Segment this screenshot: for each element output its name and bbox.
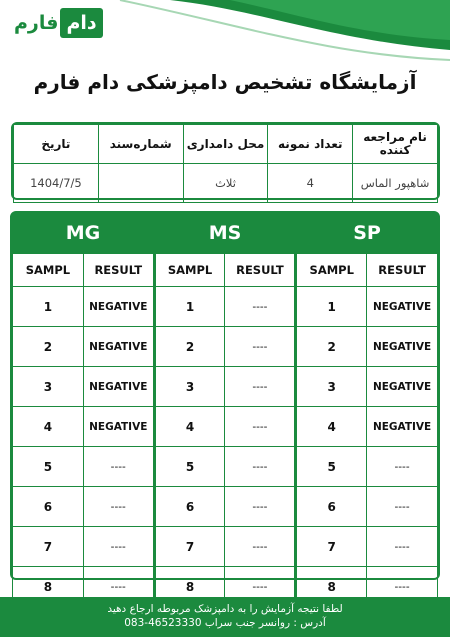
info-header-count: تعداد نمونه bbox=[268, 125, 353, 164]
info-value-doc bbox=[98, 164, 183, 203]
sample-number: 4 bbox=[296, 407, 367, 447]
col-result: RESULT bbox=[367, 254, 438, 287]
result-sp: ---- bbox=[367, 567, 438, 607]
result-sp: NEGATIVE bbox=[367, 327, 438, 367]
result-mg: NEGATIVE bbox=[83, 287, 154, 327]
col-result: RESULT bbox=[225, 254, 296, 287]
sample-number: 5 bbox=[154, 447, 225, 487]
result-mg: NEGATIVE bbox=[83, 407, 154, 447]
info-header-farm: محل دامداری bbox=[183, 125, 268, 164]
sample-number: 2 bbox=[296, 327, 367, 367]
sample-number: 6 bbox=[296, 487, 367, 527]
group-sp: SP bbox=[353, 222, 381, 244]
result-mg: ---- bbox=[83, 567, 154, 607]
info-value-count: 4 bbox=[268, 164, 353, 203]
table-row bbox=[13, 327, 438, 367]
sample-number: 8 bbox=[296, 567, 367, 607]
result-mg: ---- bbox=[83, 527, 154, 567]
footer bbox=[0, 597, 450, 637]
results-grid bbox=[12, 253, 438, 607]
result-mg: ---- bbox=[83, 447, 154, 487]
table-row bbox=[13, 447, 438, 487]
sample-number: 1 bbox=[13, 287, 84, 327]
sample-number: 6 bbox=[154, 487, 225, 527]
sample-number: 7 bbox=[154, 527, 225, 567]
info-header-name: نام مراجعه کننده bbox=[353, 125, 438, 164]
result-sp: NEGATIVE bbox=[367, 407, 438, 447]
sample-number: 1 bbox=[154, 287, 225, 327]
results-group-header bbox=[12, 213, 438, 253]
result-sp: NEGATIVE bbox=[367, 287, 438, 327]
sample-number: 5 bbox=[296, 447, 367, 487]
result-ms: ---- bbox=[225, 487, 296, 527]
sample-number: 2 bbox=[13, 327, 84, 367]
result-sp: ---- bbox=[367, 487, 438, 527]
page-title: آزمایشگاه تشخیص دامپزشکی دام فارم bbox=[33, 70, 417, 94]
col-sample: SAMPL bbox=[13, 254, 84, 287]
info-value-name: شاهپور الماس bbox=[353, 164, 438, 203]
result-ms: ---- bbox=[225, 287, 296, 327]
result-sp: ---- bbox=[367, 527, 438, 567]
result-sp: NEGATIVE bbox=[367, 367, 438, 407]
result-ms: ---- bbox=[225, 527, 296, 567]
logo-text: فارم bbox=[14, 12, 59, 34]
sample-number: 5 bbox=[13, 447, 84, 487]
footer-address: آدرس : روانسر جنب سراب 46523330-083 bbox=[124, 617, 326, 629]
result-mg: NEGATIVE bbox=[83, 367, 154, 407]
table-row bbox=[13, 407, 438, 447]
results-table bbox=[10, 211, 440, 594]
result-mg: NEGATIVE bbox=[83, 327, 154, 367]
col-sample: SAMPL bbox=[154, 254, 225, 287]
col-result: RESULT bbox=[83, 254, 154, 287]
group-ms: MS bbox=[208, 222, 242, 244]
table-row bbox=[13, 287, 438, 327]
info-header-date: تاریخ bbox=[14, 125, 99, 164]
sample-number: 6 bbox=[13, 487, 84, 527]
col-sample: SAMPL bbox=[296, 254, 367, 287]
info-value-date: 1404/7/5 bbox=[14, 164, 99, 203]
info-table bbox=[11, 122, 440, 200]
result-ms: ---- bbox=[225, 447, 296, 487]
group-mg: MG bbox=[65, 222, 101, 244]
sample-number: 2 bbox=[154, 327, 225, 367]
sample-number: 8 bbox=[154, 567, 225, 607]
sample-number: 3 bbox=[13, 367, 84, 407]
result-mg: ---- bbox=[83, 487, 154, 527]
table-row bbox=[13, 367, 438, 407]
result-ms: ---- bbox=[225, 367, 296, 407]
footer-note: لطفا نتیجه آزمایش را به دامپزشک مربوطه ارجاع دهید bbox=[107, 603, 343, 615]
results-column-header bbox=[13, 254, 438, 287]
sample-number: 8 bbox=[13, 567, 84, 607]
logo-box: دام bbox=[60, 8, 102, 38]
result-ms: ---- bbox=[225, 567, 296, 607]
brand-logo bbox=[12, 8, 103, 38]
info-value-farm: ثلاث bbox=[183, 164, 268, 203]
sample-number: 7 bbox=[296, 527, 367, 567]
sample-number: 3 bbox=[296, 367, 367, 407]
sample-number: 4 bbox=[154, 407, 225, 447]
result-sp: ---- bbox=[367, 447, 438, 487]
sample-number: 7 bbox=[13, 527, 84, 567]
table-row bbox=[13, 527, 438, 567]
sample-number: 3 bbox=[154, 367, 225, 407]
result-ms: ---- bbox=[225, 327, 296, 367]
sample-number: 1 bbox=[296, 287, 367, 327]
table-row bbox=[13, 487, 438, 527]
result-ms: ---- bbox=[225, 407, 296, 447]
sample-number: 4 bbox=[13, 407, 84, 447]
info-header-doc: شماره‌سند bbox=[98, 125, 183, 164]
